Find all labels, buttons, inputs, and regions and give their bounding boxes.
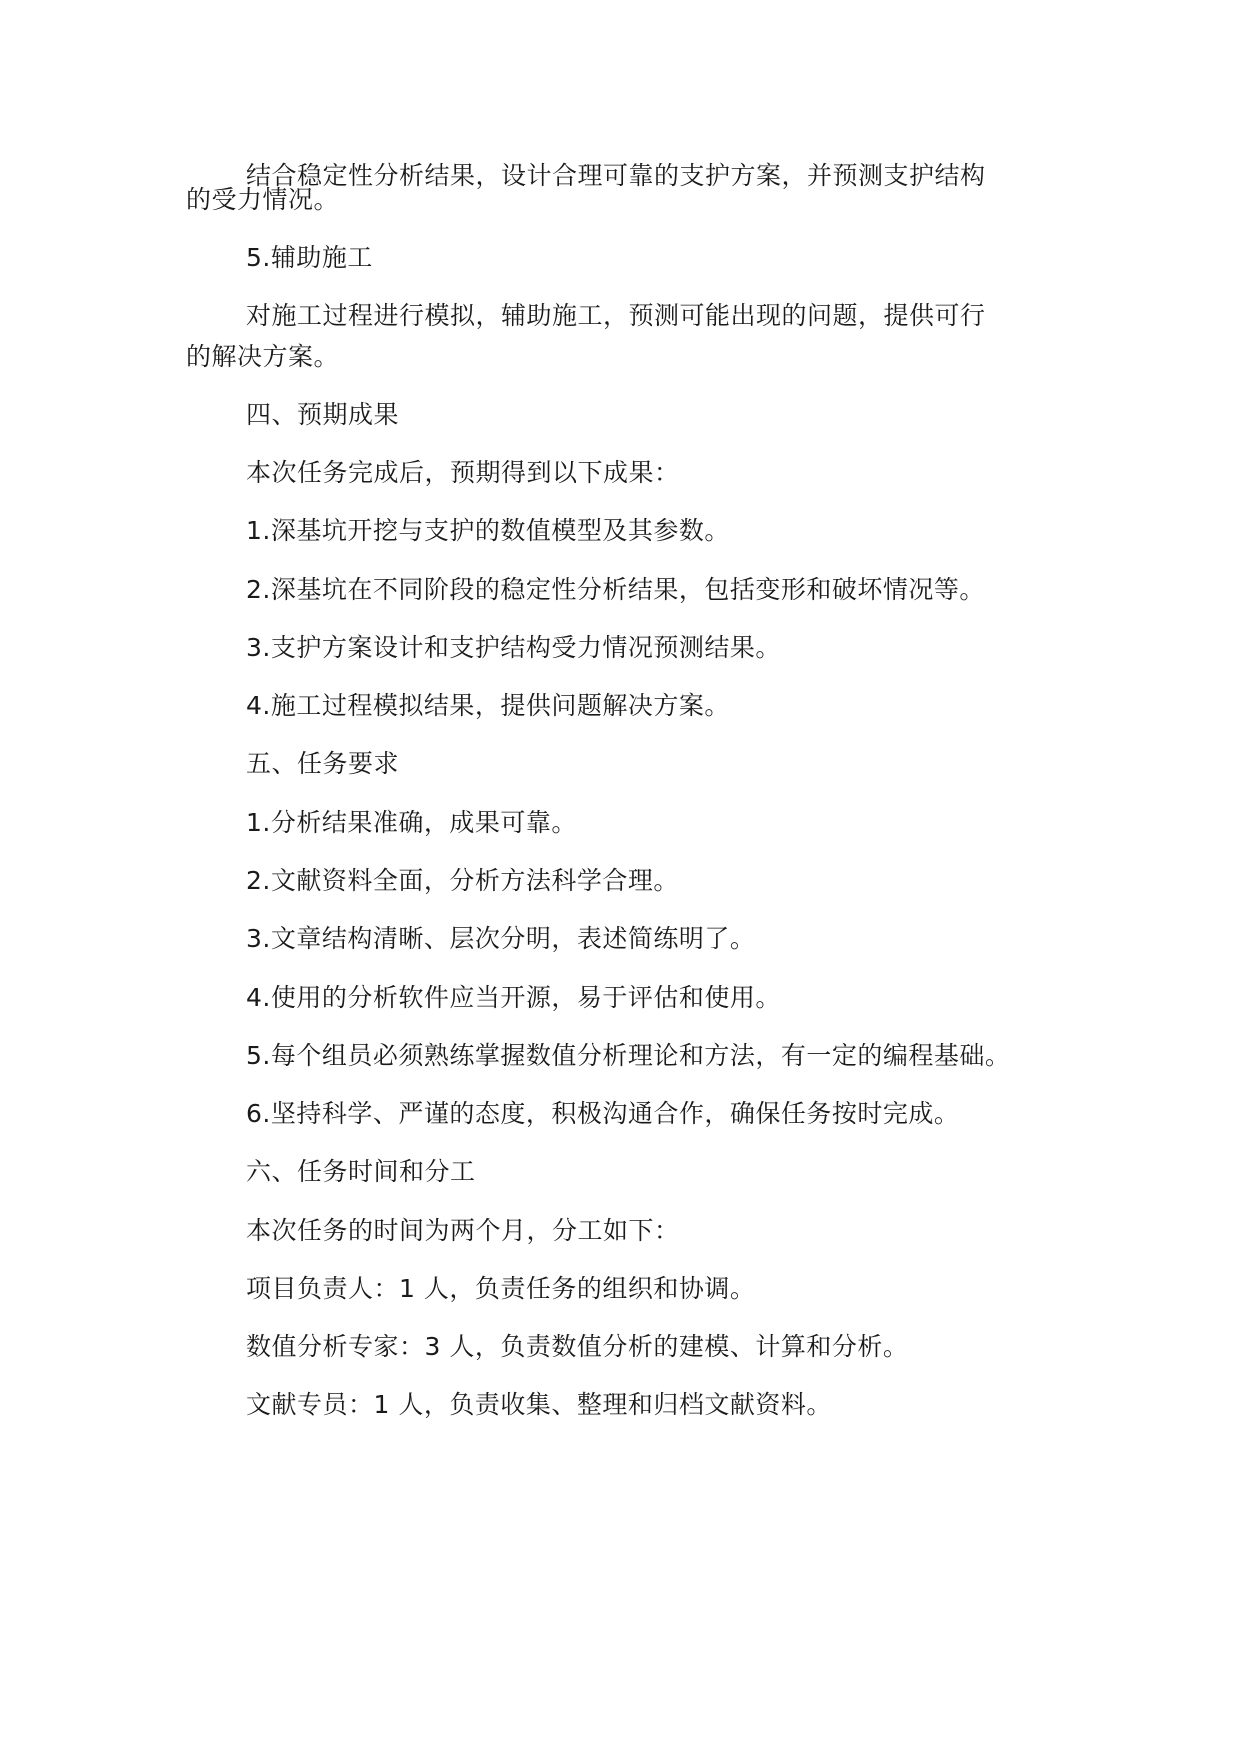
section-heading: 四、预期成果 bbox=[246, 400, 400, 429]
list-item: 3.支护方案设计和支护结构受力情况预测结果。 bbox=[246, 633, 781, 662]
list-item: 2.深基坑在不同阶段的稳定性分析结果，包括变形和破坏情况等。 bbox=[246, 575, 985, 604]
paragraph-line: 结合稳定性分析结果，设计合理可靠的支护方案，并预测支护结构 bbox=[246, 161, 986, 190]
list-item: 2.文献资料全面，分析方法科学合理。 bbox=[246, 866, 679, 895]
list-item: 4.使用的分析软件应当开源，易于评估和使用。 bbox=[246, 983, 781, 1012]
list-item: 3.文章结构清晰、层次分明，表述简练明了。 bbox=[246, 924, 756, 953]
paragraph-line: 文献专员：1 人，负责收集、整理和归档文献资料。 bbox=[246, 1390, 832, 1419]
paragraph-line: 的受力情况。 bbox=[186, 185, 340, 214]
list-item: 6.坚持科学、严谨的态度，积极沟通合作，确保任务按时完成。 bbox=[246, 1099, 960, 1128]
section-heading: 五、任务要求 bbox=[246, 749, 400, 778]
list-item: 1.深基坑开挖与支护的数值模型及其参数。 bbox=[246, 516, 730, 545]
list-item: 4.施工过程模拟结果，提供问题解决方案。 bbox=[246, 691, 730, 720]
section-heading: 六、任务时间和分工 bbox=[246, 1157, 476, 1186]
paragraph-line: 本次任务完成后，预期得到以下成果： bbox=[246, 458, 680, 487]
paragraph-line: 数值分析专家：3 人，负责数值分析的建模、计算和分析。 bbox=[246, 1332, 909, 1361]
paragraph-line: 的解决方案。 bbox=[186, 342, 340, 371]
paragraph-line: 对施工过程进行模拟，辅助施工，预测可能出现的问题，提供可行 bbox=[246, 301, 986, 330]
list-item: 5.每个组员必须熟练掌握数值分析理论和方法，有一定的编程基础。 bbox=[246, 1041, 1011, 1070]
section-subheading: 5.辅助施工 bbox=[246, 243, 373, 272]
list-item: 1.分析结果准确，成果可靠。 bbox=[246, 808, 577, 837]
paragraph-line: 项目负责人：1 人，负责任务的组织和协调。 bbox=[246, 1274, 756, 1303]
paragraph-line: 本次任务的时间为两个月，分工如下： bbox=[246, 1216, 680, 1245]
